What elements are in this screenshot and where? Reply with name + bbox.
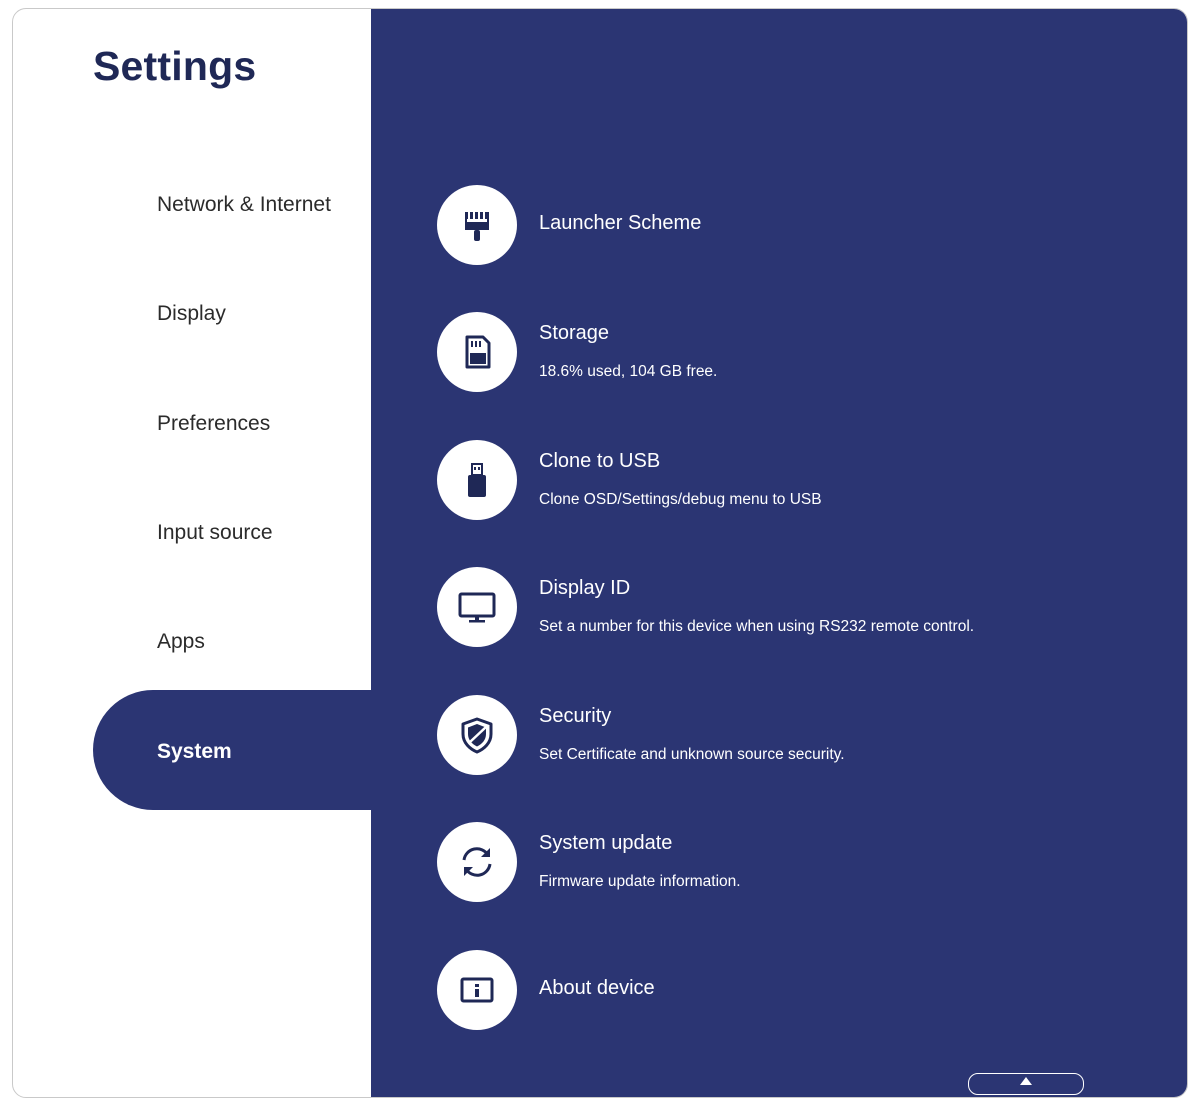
sd-card-icon — [455, 330, 499, 374]
storage-icon-badge — [437, 312, 517, 392]
system-update-title: System update — [539, 832, 673, 854]
system-update-icon-badge — [437, 822, 517, 902]
security-subtitle: Set Certificate and unknown source security. — [539, 746, 845, 763]
setting-display-id[interactable] — [437, 567, 1137, 649]
caret-up-icon — [1020, 1077, 1032, 1085]
system-update-subtitle: Firmware update information. — [539, 873, 741, 890]
security-title: Security — [539, 705, 612, 727]
panel-curve-bottom — [331, 810, 371, 850]
about-device-title: About device — [539, 977, 655, 999]
sidebar-item-preferences[interactable]: Preferences — [157, 412, 271, 435]
storage-title: Storage — [539, 322, 610, 344]
sidebar-item-input-source[interactable]: Input source — [157, 521, 273, 544]
shield-icon — [455, 713, 499, 757]
sidebar-selected-highlight — [93, 690, 453, 810]
storage-subtitle: 18.6% used, 104 GB free. — [539, 363, 718, 380]
display-id-subtitle: Set a number for this device when using RS232 remote control. — [539, 618, 975, 635]
setting-about-device[interactable] — [437, 950, 1137, 1032]
settings-window — [12, 8, 1188, 1098]
monitor-icon — [455, 585, 499, 629]
usb-drive-icon — [455, 458, 499, 502]
page-title: Settings — [93, 43, 257, 89]
security-icon-badge — [437, 695, 517, 775]
setting-launcher-scheme[interactable] — [437, 185, 1137, 267]
setting-storage[interactable] — [437, 312, 1137, 394]
sidebar-item-display[interactable]: Display — [157, 302, 226, 325]
display-id-icon-badge — [437, 567, 517, 647]
sidebar-item-system[interactable]: System — [157, 740, 232, 763]
scroll-up-handle[interactable] — [968, 1073, 1084, 1095]
about-device-icon-badge — [437, 950, 517, 1030]
setting-clone-to-usb[interactable] — [437, 440, 1137, 522]
clone-to-usb-title: Clone to USB — [539, 450, 661, 472]
sidebar-item-network-internet[interactable]: Network & Internet — [157, 193, 331, 216]
launcher-scheme-title: Launcher Scheme — [539, 212, 702, 234]
display-id-title: Display ID — [539, 577, 631, 599]
panel-curve-top — [331, 650, 371, 690]
sync-icon — [455, 840, 499, 884]
settings-content-panel — [371, 9, 1187, 1097]
setting-system-update[interactable] — [437, 822, 1137, 904]
clone-to-usb-icon-badge — [437, 440, 517, 520]
clone-to-usb-subtitle: Clone OSD/Settings/debug menu to USB — [539, 491, 822, 508]
launcher-scheme-icon-badge — [437, 185, 517, 265]
setting-security[interactable] — [437, 695, 1137, 777]
info-icon — [455, 968, 499, 1012]
sidebar-item-apps[interactable]: Apps — [157, 630, 205, 653]
paint-brush-icon — [455, 203, 499, 247]
